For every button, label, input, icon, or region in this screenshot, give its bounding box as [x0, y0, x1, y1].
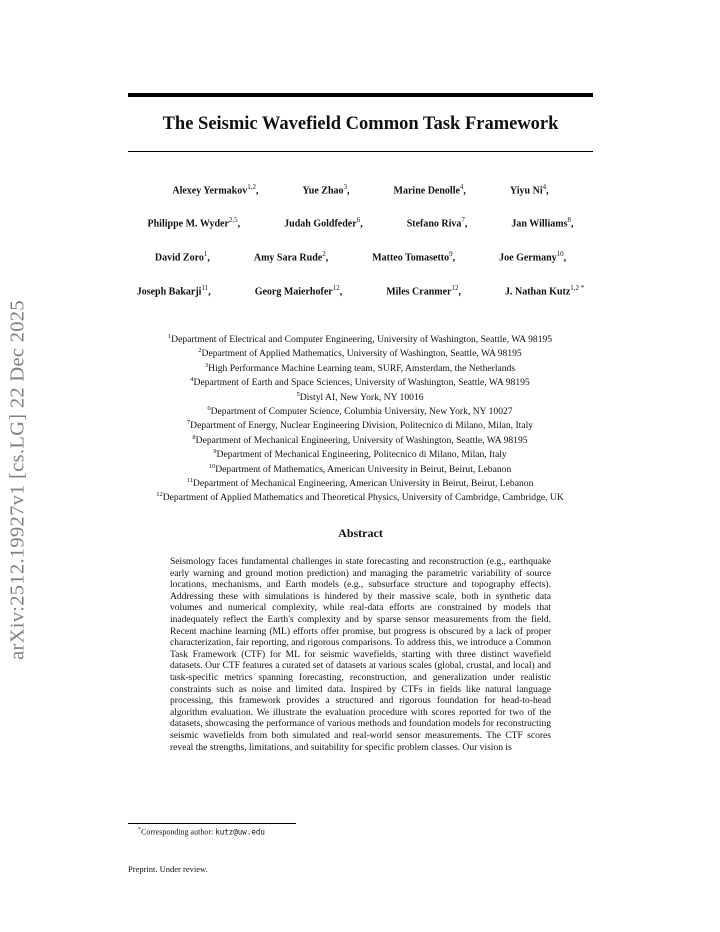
author-name: Stefano Riva: [406, 218, 462, 230]
author: [254, 250, 328, 263]
author-affiliation-mark: 11: [201, 284, 209, 292]
title-bottom-rule: [128, 151, 593, 152]
author: [255, 284, 343, 297]
author-name: Alexey Yermakov: [172, 185, 248, 197]
author-name: Matteo Tomasetto: [372, 252, 450, 264]
author-separator: ,: [463, 185, 466, 197]
author-affiliation-mark: 1,2: [247, 183, 256, 191]
footnote-mark: *: [138, 827, 141, 833]
affiliation-number: 7: [186, 419, 191, 427]
author-separator: ,: [563, 252, 567, 264]
author-separator: ,: [256, 185, 259, 197]
corresponding-email: kutz@uw.edu: [215, 827, 265, 837]
abstract-heading: Abstract: [338, 526, 383, 540]
affiliation-line: [120, 417, 600, 431]
author: [284, 216, 363, 229]
affiliation-number: 11: [186, 476, 193, 484]
affiliation-number: 3: [204, 361, 209, 369]
affiliation-text: Department of Mechanical Engineering, American University in Beirut, Beirut, Lebanon: [192, 478, 534, 490]
affiliation-text: Department of Applied Mathematics and Theoretical Physics, University of Cambridge, Cambridge, UK: [162, 492, 564, 504]
affiliation-line: [120, 432, 600, 446]
affiliation-number: 4: [190, 376, 194, 384]
author-name: Yiyu Ni: [509, 185, 543, 197]
corresponding-author-footnote: [138, 827, 265, 837]
author: [172, 183, 258, 196]
author-name: J. Nathan Kutz: [504, 286, 571, 298]
affiliation-text: Department of Mathematics, American University in Beirut, Beirut, Lebanon: [215, 463, 512, 475]
author-name: Yue Zhao: [302, 185, 344, 197]
author-affiliation-mark: 1: [203, 250, 208, 258]
affiliation-number: 12: [156, 491, 163, 499]
author-affiliation-mark: 12: [451, 284, 459, 292]
affiliation-text: Department of Energy, Nuclear Engineering Division, Politecnico di Milano, Milan, Italy: [190, 420, 534, 432]
author: [499, 250, 566, 263]
affiliation-text: Department of Earth and Space Sciences, University of Washington, Seattle, WA 98195: [193, 377, 530, 389]
arxiv-identifier-stamp: [4, 300, 32, 660]
affiliation-text: Department of Electrical and Computer Engineering, University of Washington, Seattle, WA 98195: [171, 334, 553, 346]
affiliation-line: [120, 345, 600, 359]
author: [394, 183, 466, 196]
author-separator: ,: [570, 218, 574, 230]
affiliation-number: 10: [208, 462, 216, 470]
abstract-body: Seismology faces fundamental challenges in state forecasting and reconstruction (e.g., earthquake early warning and ground motion prediction) and managing the parametric variability of source locations, mechanisms, and Earth models (e.g., subsurface structure and topography effects). Addressing these with simulations is hindered by their massive scale, both in synthetic data volumes and numerical complexity, while real-data efforts are constrained by models that inadequately reflect the Earth's complexity and by sparse sensor measurements from the field. Recent machine learning (ML) efforts offer promise, but progress is obscured by a lack of proper characterization, fair reporting, and rigorous comparisons. To address this, we introduce a Common Task Framework (CTF) for ML for seismic wavefields, starting with three distinct wavefield datasets. Our CTF features a curated set of datasets at various scales (global, crustal, and local) and task-specific metrics spanning forecasting, reconstruction, and generalization under realistic constraints such as noise and limited data. Inspired by CTFs in fields like natural language processing, this framework provides a structured and rigorous foundation for head-to-head algorithm evaluation. We illustrate the evaluation procedure with scores reported for two of the datasets, showcasing the performance of various methods and foundation models for reconstructing seismic wavefields from both simulated and real-world sensor measurements. The CTF scores reveal the strengths, limitations, and suitability for specific problem classes. Our vision is: [170, 556, 551, 753]
affiliation-text: Department of Applied Mathematics, University of Washington, Seattle, WA 98195: [201, 348, 522, 360]
author-separator: ,: [458, 286, 461, 298]
author-name: Jan Williams: [511, 218, 568, 230]
preprint-note: Preprint. Under review.: [128, 864, 208, 874]
author-affiliation-mark: 4: [542, 183, 547, 191]
author-row: [128, 216, 593, 229]
footnote-rule: [128, 823, 296, 824]
affiliation-text: Department of Mechanical Engineering, University of Washington, Seattle, WA 98195: [195, 434, 528, 446]
author-name: Amy Sara Rude: [253, 252, 323, 264]
affiliation-line: [120, 331, 600, 345]
author-affiliation-mark: 9: [449, 250, 453, 258]
author-affiliation-mark: 1,2 *: [570, 284, 585, 292]
author-affiliation-mark: 2,5: [228, 216, 238, 224]
author-separator: ,: [347, 185, 350, 197]
author: [303, 183, 350, 196]
author-row: [128, 183, 593, 196]
paper-title: The Seismic Wavefield Common Task Framework: [162, 114, 559, 134]
author-affiliation-mark: 4: [459, 183, 464, 191]
affiliation-number: 2: [198, 347, 202, 355]
author-name: Marine Denolle: [393, 185, 460, 197]
author-separator: ,: [325, 252, 329, 264]
author: [407, 216, 468, 229]
author-separator: ,: [339, 286, 343, 298]
author: [505, 284, 584, 297]
author-name: Judah Goldfeder: [284, 218, 357, 230]
author-name: David Zoro: [154, 252, 204, 264]
affiliation-number: 6: [207, 404, 211, 412]
affiliation-line: [120, 446, 600, 460]
affiliation-line: [120, 360, 600, 374]
affiliation-number: 5: [296, 390, 300, 398]
arxiv-identifier-text: arXiv:2512.19927v1 [cs.LG] 22 Dec 2025: [6, 300, 29, 660]
author-separator: ,: [208, 286, 211, 298]
affiliation-line: [120, 475, 600, 489]
author: [510, 183, 549, 196]
affiliation-number: 8: [192, 433, 196, 441]
author: [386, 284, 461, 297]
author-affiliation-mark: 7: [461, 216, 465, 224]
affiliation-text: Department of Computer Science, Columbia University, New York, NY 10027: [210, 406, 513, 418]
author-separator: ,: [360, 218, 363, 230]
author: [511, 216, 573, 229]
author-name: Joe Germany: [499, 252, 557, 264]
author-name: Joseph Bakarji: [136, 286, 202, 298]
affiliation-number: 9: [213, 448, 217, 456]
author: [155, 250, 210, 263]
author-affiliation-mark: 10: [556, 250, 564, 258]
author-separator: ,: [546, 185, 549, 197]
affiliation-line: [120, 389, 600, 403]
affiliation-text: Department of Mechanical Engineering, Politecnico di Milano, Milan, Italy: [216, 449, 507, 461]
affiliation-line: [120, 374, 600, 388]
author-name: Georg Maierhofer: [254, 286, 333, 298]
author-row: [128, 250, 593, 263]
author-separator: ,: [452, 252, 456, 264]
author: [372, 250, 455, 263]
author-name: Philippe M. Wyder: [147, 218, 229, 230]
author: [137, 284, 211, 297]
author-name: Miles Cranmer: [386, 286, 452, 298]
author-affiliation-mark: 12: [332, 284, 340, 292]
author-affiliation-mark: 8: [567, 216, 571, 224]
affiliation-line: [120, 489, 600, 503]
author-affiliation-mark: 2: [322, 250, 326, 258]
author-affiliation-mark: 6: [356, 216, 361, 224]
author-separator: ,: [237, 218, 241, 230]
title-top-rule: [128, 93, 593, 97]
affiliation-number: 1: [167, 333, 172, 340]
affiliation-text: Distyl AI, New York, NY 10016: [299, 391, 424, 403]
author-row: [128, 284, 593, 297]
author-affiliation-mark: 3: [343, 183, 348, 191]
affiliation-line: [120, 461, 600, 475]
affiliation-list: [120, 331, 600, 504]
author: [148, 216, 241, 229]
affiliation-text: High Performance Machine Learning team, SURF, Amsterdam, the Netherlands: [208, 362, 516, 374]
author-separator: ,: [464, 218, 468, 230]
author-separator: ,: [207, 252, 210, 264]
footnote-label: Corresponding author:: [141, 827, 216, 837]
affiliation-line: [120, 403, 600, 417]
